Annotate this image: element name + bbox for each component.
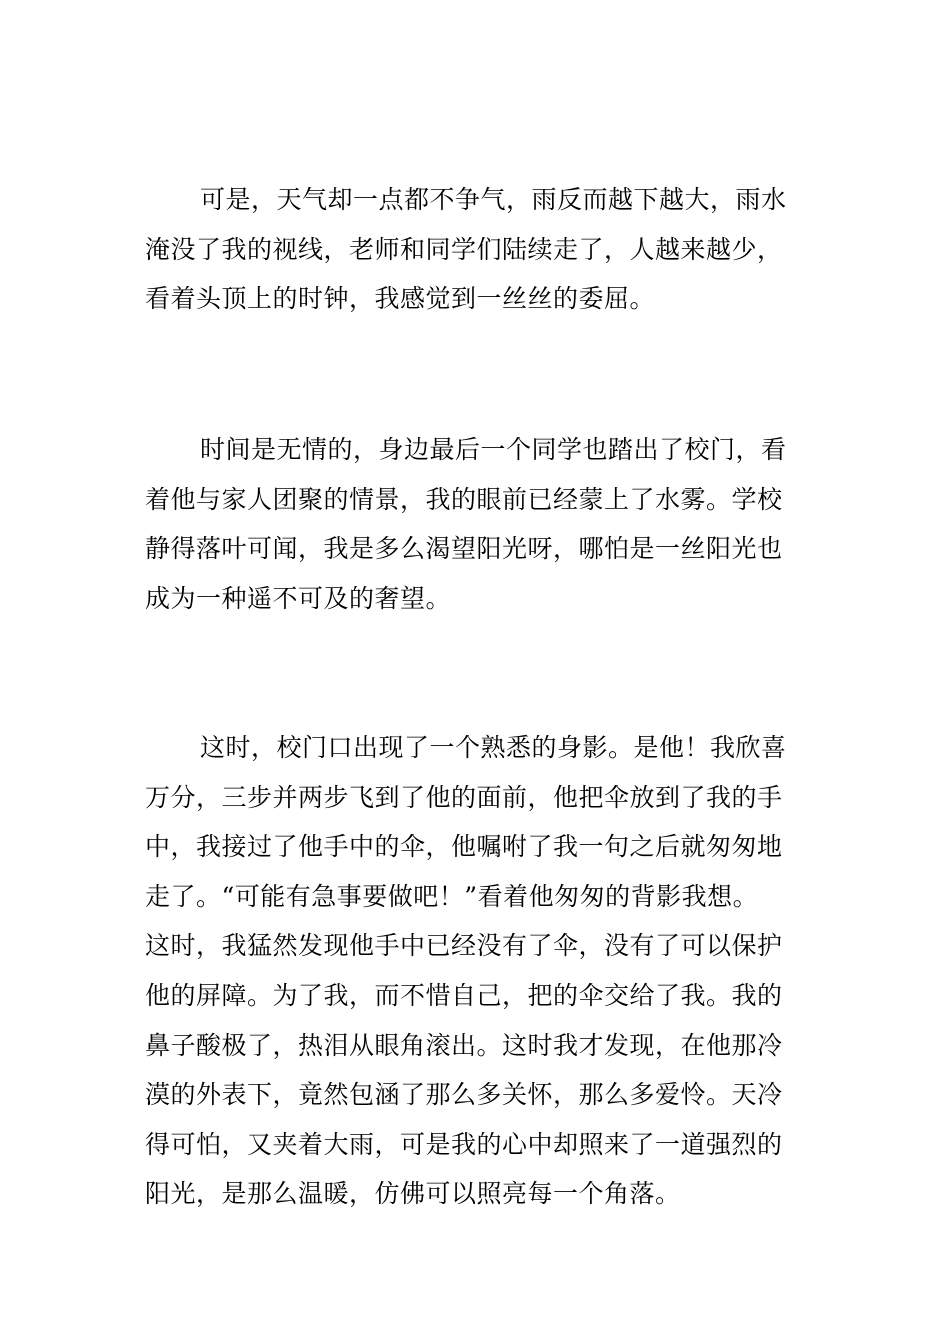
text-line: 可是，天气却一点都不争气，雨反而越下越大，雨水 bbox=[200, 185, 787, 214]
text-line: 他的屏障。为了我，而不惜自己，把的伞交给了我。我的 bbox=[145, 980, 783, 1010]
text-line: 漠的外表下，竟然包涵了那么多关怀，那么多爱怜。天冷 bbox=[145, 1080, 783, 1110]
text-line: 成为一种遥不可及的奢望。 bbox=[145, 583, 452, 613]
text-line: 看着头顶上的时钟，我感觉到一丝丝的委屈。 bbox=[145, 284, 656, 314]
paragraph-2 bbox=[145, 425, 810, 623]
text-line: 这时，校门口出现了一个熟悉的身影。是他！我欣喜 bbox=[200, 733, 787, 762]
paragraph-3 bbox=[145, 723, 810, 1219]
text-line: 鼻子酸极了，热泪从眼角滚出。这时我才发现，在他那冷 bbox=[145, 1030, 783, 1060]
paragraph-1 bbox=[145, 175, 810, 324]
text-line: 时间是无情的，身边最后一个同学也踏出了校门，看 bbox=[200, 435, 787, 464]
text-line: 淹没了我的视线，老师和同学们陆续走了，人越来越少， bbox=[145, 234, 783, 264]
text-line: 这时，我猛然发现他手中已经没有了伞，没有了可以保护 bbox=[145, 931, 783, 961]
text-line: 着他与家人团聚的情景，我的眼前已经蒙上了水雾。学校 bbox=[145, 484, 783, 514]
text-line: 阳光，是那么温暖，仿佛可以照亮每一个角落。 bbox=[145, 1179, 681, 1209]
text-line: 万分，三步并两步飞到了他的面前，他把伞放到了我的手 bbox=[145, 782, 783, 812]
text-line: 中，我接过了他手中的伞，他嘱咐了我一句之后就匆匆地 bbox=[145, 832, 783, 862]
text-line: 静得落叶可闻，我是多么渴望阳光呀，哪怕是一丝阳光也 bbox=[145, 534, 783, 564]
text-line: 得可怕，又夹着大雨，可是我的心中却照来了一道强烈的 bbox=[145, 1129, 783, 1159]
text-line: 走了。“可能有急事要做吧！”看着他匆匆的背影我想。 bbox=[145, 881, 759, 911]
